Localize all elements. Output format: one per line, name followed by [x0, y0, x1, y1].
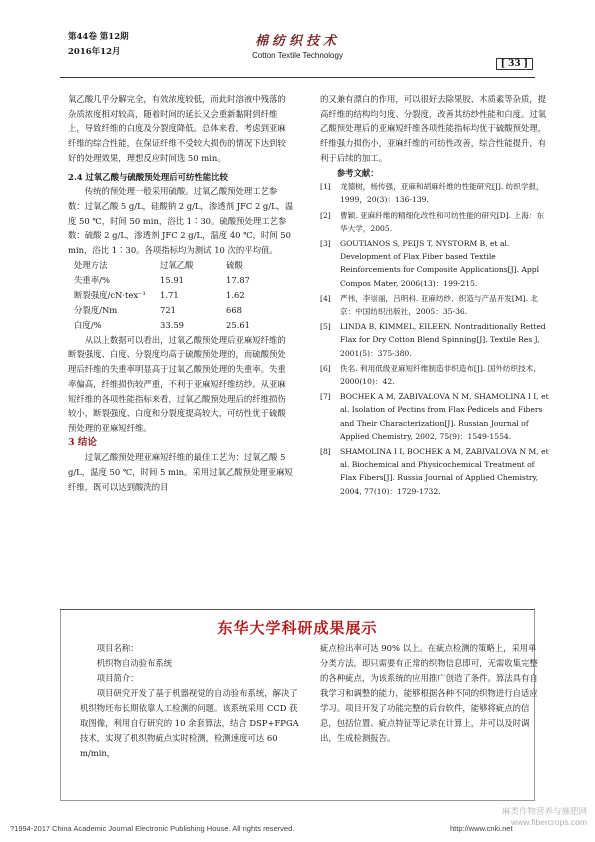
reference-item	[320, 209, 550, 235]
reference-text: BOCHEK A M, ZABIVALOVA N M, SHAMOLINA I I, et al. Isolation of Pectins from Flax Pedicels and Fibers and Their Characterization[J]. Russian Journal of Applied Chemistry, 2002, 75(9)：1549-1554.	[340, 392, 549, 441]
table-cell: 15.91	[160, 274, 184, 285]
reference-text: 曹颖. 亚麻纤维的精细化改性和可纺性能的研究[D]. 上海：东华大学，2005.	[340, 210, 544, 233]
reference-item	[320, 237, 550, 290]
table-row	[74, 273, 286, 288]
reference-text: GOUTIANOS S, PEIJS T, NYSTORM B, et al. Development of Flax Fiber based Textile Reinforcements for Composite Applications[J]. Appl Compos Mater, 2006(13)：199-215.	[340, 239, 540, 288]
table-cell: 失重率/%	[74, 274, 110, 285]
paragraph-process-params: 传统的预处理一般采用硫酸。过氧乙酸预处理工艺参数：过氧乙酸 5 g/L，硅酸钠 2 g/L，渗透剂 JFC 2 g/L，温度 50 ℃，时间 50 min，浴比 1∶30。硫酸预处理工艺参数：硫酸 2 g/L，渗透剂 JFC 2 g/L，温度 40 ℃，时间 50 min，浴比 1∶30。各项指标均为测试 10 次的平均值。	[68, 186, 294, 256]
header-divider	[60, 77, 535, 78]
copyright-text: ?1994-2017 China Academic Journal Electronic Publishing House. All rights reserved.	[10, 824, 295, 833]
reference-number: [3]	[320, 239, 331, 249]
showcase-left-column	[80, 641, 305, 761]
table-cell: 33.59	[160, 319, 184, 330]
page-number: [ 33 ]	[496, 58, 533, 70]
table-cell: 25.61	[226, 319, 250, 330]
paragraph-conclusion-continued: 的又兼有漂白的作用，可以很好去除果胶、木质素等杂质，提高纤维的结构均匀度、分裂度，改善其纺纱性能和白度。过氧乙酸预处理后的亚麻短纤维各项性能指标均优于硫酸预处理，纤维强力损伤小，亚麻纤维的可纺性改善，综合性能提升，有利于后续的加工。	[320, 94, 547, 163]
reference-item	[320, 362, 550, 388]
table-cell: 721	[160, 304, 176, 315]
comparison-table	[74, 258, 286, 333]
project-name: 机织物自动验布系统	[96, 658, 173, 668]
table-cell: 668	[226, 304, 242, 315]
reference-item	[320, 292, 550, 318]
table-header-cell: 处理方法	[74, 259, 108, 270]
reference-number: [1]	[320, 182, 331, 192]
table-cell: 分裂度/Nm	[74, 304, 118, 315]
journal-title-cn: 棉纺织技术	[254, 34, 340, 49]
left-column	[68, 92, 294, 494]
reference-number: [7]	[320, 392, 331, 402]
table-row	[74, 303, 286, 318]
reference-number: [8]	[320, 447, 331, 457]
watermark-url: www.fibercrops.com	[510, 817, 587, 827]
paragraph-conclusion: 过氧乙酸预处理亚麻短纤维的最佳工艺为：过氧乙酸 5 g/L，温度 50 ℃，时间 5 min。采用过氧乙酸预处理亚麻短纤维，既可以达到酸洗的目	[68, 452, 293, 492]
reference-number: [2]	[320, 210, 331, 220]
journal-title-en: Cotton Textile Technology	[252, 51, 343, 60]
table-row	[74, 318, 286, 333]
reference-text: LINDA B, KIMMEL, EILEEN. Nontraditionally Retted Flax for Dry Cotton Blend Spinning[J]. Textile Res J, 2001(5)：375-380.	[340, 322, 546, 358]
project-name-label: 项目名称：	[96, 643, 139, 653]
reference-text: SHAMOLINA I I, BOCHEK A M, ZABIVALOVA N M, et al. Biochemical and Physicochemical Treatment of Flax Fibers[J]. Russia Journal of Applied Chemistry, 2004, 77(10)：1729-1732.	[340, 447, 549, 496]
project-intro-label: 项目简介：	[96, 673, 139, 683]
reference-number: [6]	[320, 363, 331, 373]
reference-item	[320, 180, 550, 206]
issue-date: 2016年12月	[68, 47, 121, 57]
reference-item	[320, 445, 550, 498]
references-heading: 参考文献：	[336, 167, 379, 178]
project-intro-text-continued: 疵点检出率可达 90% 以上。在疵点检测的策略上，采用单分类方法，即只需要有正常的织物信息即可，无需收集完整的各种疵点，为该系统的应用推广创造了条件。算法具有自我学习和调整的能力，能够根据各种不同的织物进行自适应学习。项目开发了功能完整的后台软件，能够将疵点的信息，包括位置、疵点特征等记录在计算上，并可以及时调出，生成检测报告。	[320, 643, 538, 743]
footer-url: http://www.cnki.net	[450, 824, 513, 833]
table-cell: 1.71	[160, 289, 179, 300]
reference-text: 龙德树，杨传强，亚麻和胡麻纤维的性能研究[J]. 纺织学报，1999，20(3)：136-139.	[340, 182, 544, 205]
volume-issue: 第44卷 第12期	[68, 32, 129, 42]
journal-header	[0, 30, 595, 60]
reference-item	[320, 390, 550, 443]
watermark-cn: 麻类作物营养与施肥网	[501, 806, 587, 816]
table-header-cell: 过氧乙酸	[160, 259, 194, 270]
section-2-4-heading: 2.4 过氧乙酸与硫酸预处理后可纺性能比较	[68, 171, 228, 182]
right-column	[320, 92, 550, 500]
table-header-row	[74, 258, 286, 273]
showcase-title: 东华大学科研成果展示	[217, 619, 378, 637]
project-intro-text: 项目研究开发了基于机器视觉的自动验布系统，解决了机织物坯布长期依靠人工检测的问题。该系统采用 CCD 获取图像，利用自行研究的 10 余套算法，结合 DSP+FPGA 技术，实现了机织物疵点实时检测，检测速度可达 60 m/min，	[80, 688, 299, 758]
reference-text: 严伟，李崇丽，吕明科. 亚麻纺纱、织造与产品开发[M]. 北京：中国纺织出版社，2005：35-36.	[340, 293, 539, 317]
table-cell: 白度/%	[74, 319, 102, 330]
table-cell: 17.87	[226, 274, 250, 285]
table-row	[74, 288, 286, 303]
table-header-cell: 硫酸	[226, 259, 243, 270]
section-3-heading: 3 结论	[68, 436, 97, 448]
watermark	[502, 806, 587, 828]
paragraph-continued: 氧乙酸几乎分解完全，有效浓度较低，而此时溶液中残落的杂质浓度相对较高，随着时间的延长又会重新黏附到纤维上，导致纤维的白度及分裂度降低。总体来看，考虑到亚麻纤维的综合性能，在保证纤维不受较大损伤的情况下达到较好的处理效果，理想反应时间选 50 min。	[68, 94, 286, 163]
references-list	[320, 180, 550, 498]
reference-item	[320, 320, 550, 360]
paragraph-analysis: 从以上数据可以看出，过氧乙酸预处理后亚麻短纤维的断裂强度、白度、分裂度均高于硫酸预处理的，而硫酸预处理后纤维的失重率明显高于过氧乙酸预处理的失重率。失重率偏高，纤维损伤较严重，不利于亚麻短纤维纺纱。从亚麻短纤维的各项性能指标来看，过氧乙酸预处理后的纤维损伤较小，断裂强度、白度和分裂度提高较大，可纺性优于硫酸预处理的亚麻短纤维。	[68, 334, 286, 433]
reference-text: 佚名. 利用低级亚麻短纤维制造非织造布[J]. 国外纺织技术，2000(10)：42.	[340, 363, 541, 387]
table-cell: 断裂强度/cN·tex⁻¹	[74, 289, 146, 300]
reference-number: [5]	[320, 322, 331, 332]
showcase-right-column	[320, 641, 540, 746]
reference-number: [4]	[320, 293, 331, 303]
table-cell: 1.62	[226, 289, 245, 300]
